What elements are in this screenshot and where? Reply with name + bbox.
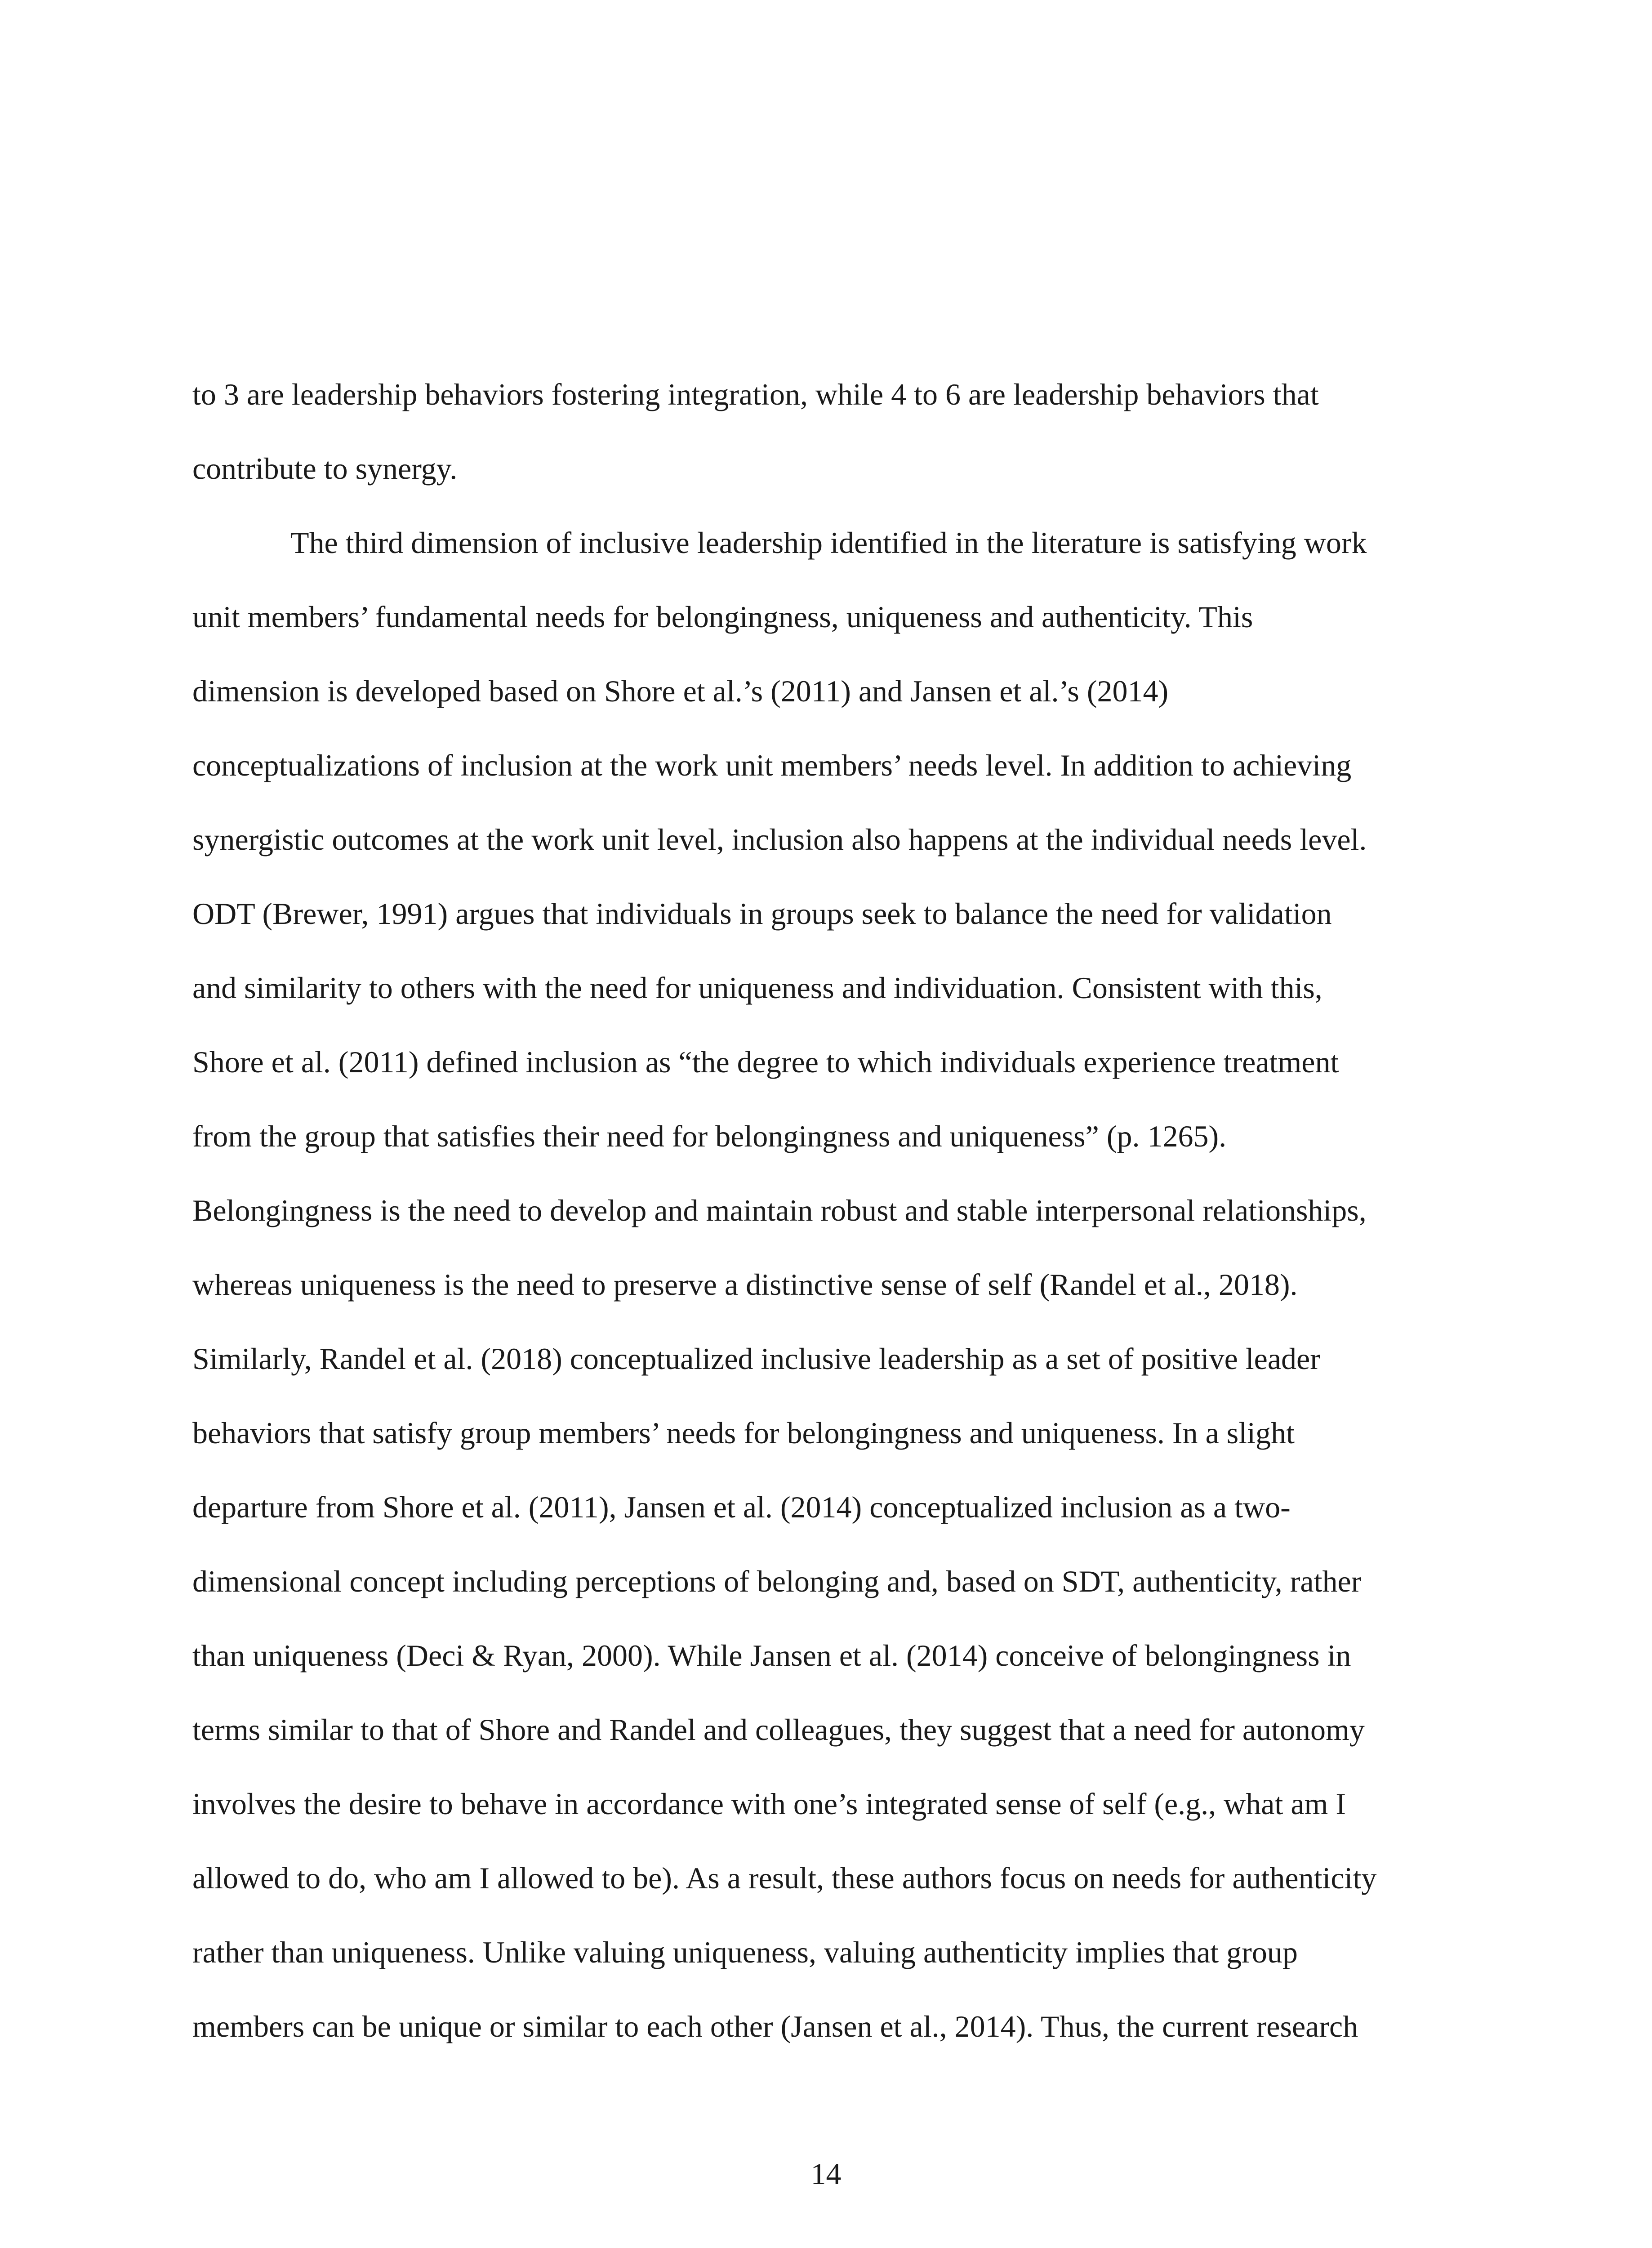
text-line: contribute to synergy. — [192, 451, 458, 486]
text-line: to 3 are leadership behaviors fostering integration, while 4 to 6 are leadership behaviors that — [192, 377, 1319, 411]
text-line: behaviors that satisfy group members’ needs for belongingness and uniqueness. In a slight — [192, 1416, 1295, 1450]
text-line: Belongingness is the need to develop and maintain robust and stable interpersonal relationships, — [192, 1193, 1367, 1227]
text-line: members can be unique or similar to each other (Jansen et al., 2014). Thus, the current research — [192, 2009, 1358, 2043]
text-line: terms similar to that of Shore and Randel and colleagues, they suggest that a need for autonomy — [192, 1713, 1365, 1747]
text-line: rather than uniqueness. Unlike valuing uniqueness, valuing authenticity implies that group — [192, 1935, 1298, 1969]
text-line: Similarly, Randel et al. (2018) conceptualized inclusive leadership as a set of positive leader — [192, 1342, 1320, 1376]
body-text — [192, 357, 1478, 2064]
text-line: departure from Shore et al. (2011), Jansen et al. (2014) conceptualized inclusion as a two- — [192, 1490, 1291, 1524]
text-line: dimension is developed based on Shore et al.’s (2011) and Jansen et al.’s (2014) — [192, 674, 1169, 708]
text-line: dimensional concept including perceptions of belonging and, based on SDT, authenticity, rather — [192, 1564, 1362, 1598]
text-line: synergistic outcomes at the work unit level, inclusion also happens at the individual needs level. — [192, 822, 1367, 856]
text-line: from the group that satisfies their need for belongingness and uniqueness” (p. 1265). — [192, 1119, 1227, 1153]
text-line: conceptualizations of inclusion at the work unit members’ needs level. In addition to achieving — [192, 748, 1352, 782]
text-line: allowed to do, who am I allowed to be). As a result, these authors focus on needs for authenticity — [192, 1861, 1377, 1895]
text-line: than uniqueness (Deci & Ryan, 2000). While Jansen et al. (2014) conceive of belongingness in — [192, 1638, 1351, 1673]
text-line: involves the desire to behave in accordance with one’s integrated sense of self (e.g., what am I — [192, 1787, 1346, 1821]
text-line: Shore et al. (2011) defined inclusion as “the degree to which individuals experience treatment — [192, 1045, 1339, 1079]
text-line: whereas uniqueness is the need to preserve a distinctive sense of self (Randel et al., 2018). — [192, 1267, 1298, 1302]
text-line: unit members’ fundamental needs for belongingness, uniqueness and authenticity. This — [192, 600, 1253, 634]
text-line: ODT (Brewer, 1991) argues that individuals in groups seek to balance the need for validation — [192, 897, 1332, 931]
page-number: 14 — [810, 2157, 842, 2191]
paragraph-first-line: The third dimension of inclusive leadership identified in the literature is satisfying work — [290, 526, 1367, 560]
text-line: and similarity to others with the need for uniqueness and individuation. Consistent with this, — [192, 971, 1322, 1005]
